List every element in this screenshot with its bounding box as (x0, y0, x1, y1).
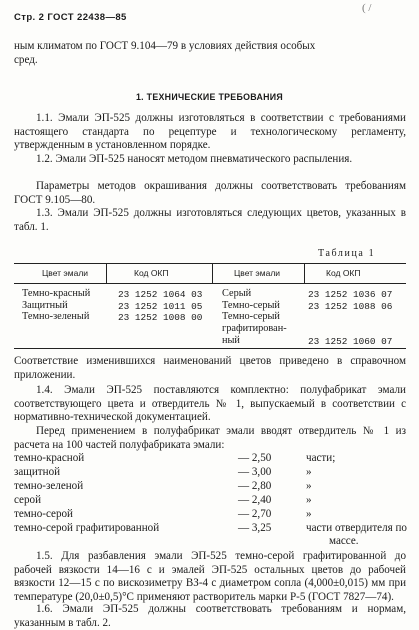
hardener-amount: — 3,25 (238, 522, 272, 534)
page-header: Стр. 2 ГОСТ 22438—85 (14, 12, 127, 23)
table-bottom-rule (14, 348, 406, 349)
margin-handwritten-mark: ( / (362, 2, 372, 14)
paragraph-before-use: Перед применением в полуфабрикат эмали вводят отвердитель № 1 из расчета на 100 частей полуфабриката эмали: (14, 425, 406, 451)
paragraph-params: Параметры методов окрашивания должны соответствовать требованиям ГОСТ 9.105—80. (14, 180, 406, 206)
table-left-okp-codes: 23 1252 1064 03 23 1252 1011 05 23 1252 1008 00 (118, 289, 203, 324)
table-left-color-names: Темно-красный Защитный Темно-зеленый (22, 288, 91, 323)
table-col-divider (304, 263, 305, 283)
intro-line-2: сред. (14, 54, 38, 66)
hardener-amount: — 2,50 (238, 452, 272, 464)
table-header-color-2: Цвет эмали (234, 268, 281, 278)
hardener-color: темно-серой (14, 508, 73, 520)
table-right-color-names: Серый Темно-серый Темно-серый графитирован- ный (222, 288, 287, 346)
paragraph-correspondence: Соответствие изменившихся наименований цветов приведено в справочном приложении. (14, 355, 406, 381)
paragraph-1-4: 1.4. Эмали ЭП-525 поставляются комплектно: полуфабрикат эмали соответствующего цвета и отвердитель № 1, выпускаемый в соответствии с нормативно-технической документацией. (14, 384, 406, 424)
paragraph-1-5: 1.5. Для разбавления эмали ЭП-525 темно-серой графитированной до рабочей вязкости 14—16 с и эмалей ЭП-525 остальных цветов до рабочей вязкости 12—15 с по вискозиметру ВЗ-4 с диаметром сопла (4,000±0,015) мм при температуре (20,0±0,5)°С применяют растворитель марки Р-5 (ГОСТ 7827—74). (14, 550, 406, 603)
paragraph-1-3: 1.3. Эмали ЭП-525 должны изготовляться следующих цветов, указанных в табл. 1. (14, 207, 406, 233)
hardener-tail: массе. (329, 535, 359, 547)
hardener-amount: — 2,70 (238, 508, 272, 520)
paragraph-1-2: 1.2. Эмали ЭП-525 наносят методом пневматического распыления. (36, 153, 353, 165)
table-right-okp-codes: 23 1252 1036 07 23 1252 1088 06 23 1252 1060 07 (308, 289, 393, 347)
section-heading: 1. ТЕХНИЧЕСКИЕ ТРЕБОВАНИЯ (135, 92, 283, 102)
hardener-color: темно-красной (14, 452, 85, 464)
table-header-okp-2: Код ОКП (326, 268, 361, 278)
hardener-color: серой (14, 494, 42, 506)
hardener-amount: — 3,00 (238, 466, 272, 478)
hardener-unit: части отвердителя по (306, 522, 407, 534)
intro-line-1: ным климатом по ГОСТ 9.104—79 в условиях действия особых (14, 40, 316, 52)
hardener-unit: » (306, 480, 312, 492)
table-col-divider (212, 263, 213, 283)
hardener-unit: » (306, 466, 312, 478)
hardener-unit: » (306, 494, 312, 506)
table-top-rule (14, 263, 406, 264)
hardener-unit: » (306, 508, 312, 520)
hardener-amount: — 2,40 (238, 494, 272, 506)
hardener-unit: части; (306, 452, 336, 464)
hardener-color: темно-серой графитированной (14, 522, 160, 534)
table-header-color-1: Цвет эмали (42, 268, 89, 278)
paragraph-1-1: 1.1. Эмали ЭП-525 должны изготовляться в соответствии с требованиями настоящего стандарта по рецептуре и технологическому регламенту, утвержденным в установленном порядке. (14, 112, 406, 152)
hardener-amount: — 2,80 (238, 480, 272, 492)
hardener-color: защитной (14, 466, 61, 478)
table-header-rule (14, 283, 406, 284)
table-col-divider (106, 263, 107, 283)
table-caption: Таблица 1 (318, 248, 376, 259)
paragraph-1-6: 1.6. Эмали ЭП-525 должны соответствовать требованиям и нормам, указанным в табл. 2. (14, 603, 406, 629)
table-header-okp-1: Код ОКП (134, 268, 169, 278)
hardener-color: темно-зеленой (14, 480, 84, 492)
